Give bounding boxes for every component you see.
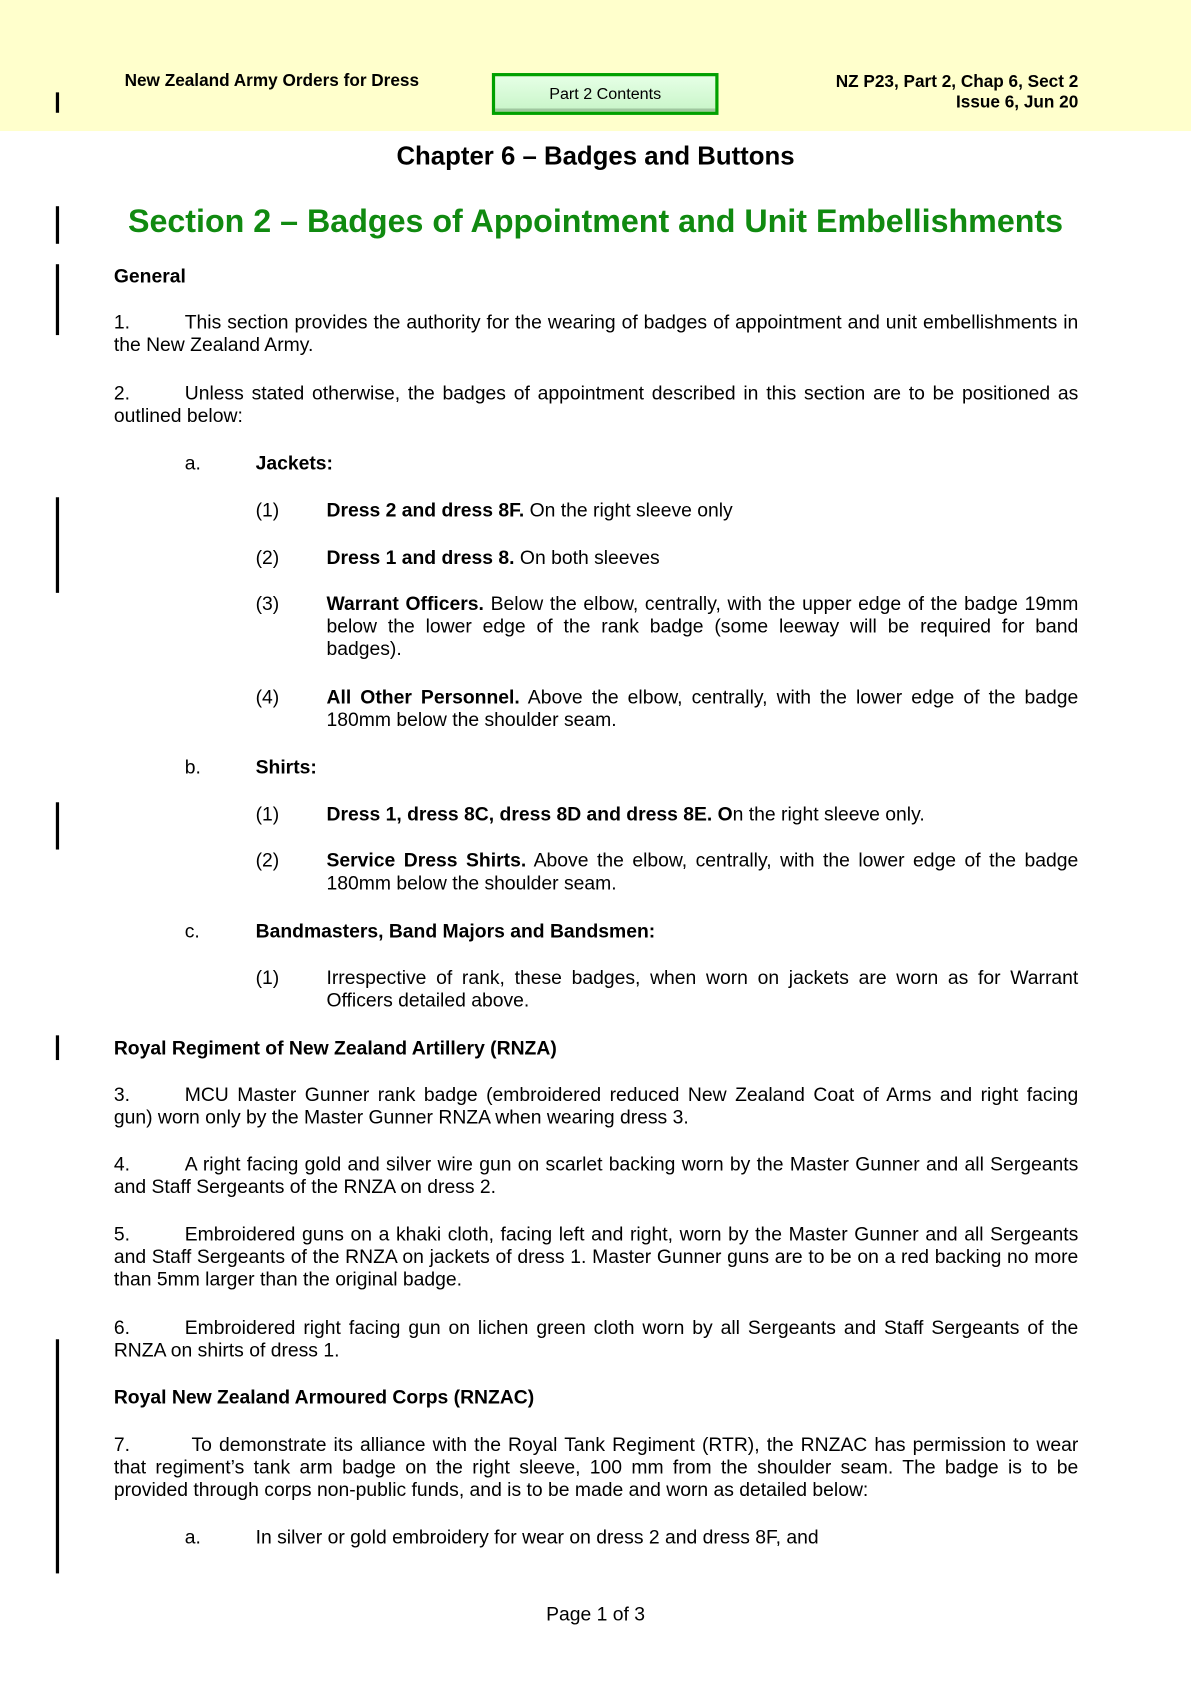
para-text: This section provides the authority for the wearing of badges of appointment and unit embellishments in the New Zealand Army. [113, 311, 1079, 356]
item-lead: Dress 1 and dress 8. [326, 546, 515, 569]
list-item [326, 803, 1078, 826]
paragraph-3 [114, 1084, 1078, 1129]
list-item: Irrespective of rank, these badges, when worn on jackets are worn as for Warrant Officers detailed above. [326, 966, 1079, 1011]
item-number: (1) [255, 499, 280, 521]
para-number: 5. [113, 1223, 130, 1245]
paragraph-4 [114, 1153, 1078, 1198]
item-text: n the right sleeve only. [732, 803, 925, 825]
section-title: Section 2 – Badges of Appointment and Unit Embellishments [127, 204, 1064, 240]
change-bar [56, 1339, 59, 1573]
para-text: A right facing gold and silver wire gun on scarlet backing worn by the Master Gunner and all Sergeants and Staff Sergeants of the RNZA on dress 2. [113, 1153, 1079, 1198]
heading-rnzac: Royal New Zealand Armoured Corps (RNZAC) [113, 1386, 535, 1409]
paragraph-6 [114, 1317, 1078, 1362]
change-bar [56, 802, 59, 849]
header-reference [836, 72, 1079, 113]
item-number: (1) [255, 966, 280, 989]
heading-general: General [113, 265, 186, 287]
header-publication-title: New Zealand Army Orders for Dress [124, 71, 420, 91]
subpara-b-heading: Shirts: [255, 756, 317, 778]
item-number: (3) [255, 592, 280, 615]
list-item [326, 499, 1078, 522]
item-lead: Dress 2 and dress 8F. [326, 499, 525, 521]
item-number: (1) [255, 803, 280, 825]
item-lead: Dress 1, dress 8C, dress 8D and dress 8E. O [326, 803, 733, 825]
part-2-contents-button[interactable]: Part 2 Contents [492, 73, 719, 115]
paragraph-2 [114, 382, 1078, 427]
para-text: Embroidered guns on a khaki cloth, facing left and right, worn by the Master Gunner and all Sergeants and Staff Sergeants of the RNZA on jackets of dress 1. Master Gunner guns are to be on a red backing no more than 5mm larger than the original badge. [113, 1223, 1079, 1290]
para-number: 4. [113, 1153, 130, 1175]
item-text: Above the elbow, centrally, with the lower edge of the badge 180mm below the shoulder seam. [326, 849, 1079, 894]
list-item [326, 850, 1078, 895]
item-lead: All Other Personnel. [326, 686, 520, 708]
para-text: To demonstrate its alliance with the Royal Tank Regiment (RTR), the RNZAC has permission to wear that regiment’s tank arm badge on the right sleeve, 100 mm from the shoulder seam. The badge is to be provided through corps non-public funds, and is to be made and worn as detailed below: [113, 1433, 1079, 1501]
subpara-c-label: c. [184, 920, 200, 942]
chapter-title: Chapter 6 – Badges and Buttons [396, 141, 795, 171]
item-text: On both sleeves [514, 546, 660, 569]
change-bar [56, 497, 59, 593]
item-number: (4) [255, 686, 280, 708]
item-text: Below the elbow, centrally, with the upper edge of the badge 19mm below the lower edge of the rank badge (some leeway will be required for band badges). [326, 592, 1079, 660]
item-number: (2) [255, 849, 280, 872]
para-text: Unless stated otherwise, the badges of appointment described in this section are to be positioned as outlined below: [113, 382, 1079, 427]
header-issue: Issue 6, Jun 20 [956, 93, 1079, 112]
change-bar [56, 92, 59, 112]
heading-rnza: Royal Regiment of New Zealand Artillery (RNZA) [113, 1037, 557, 1059]
paragraph-1 [114, 311, 1078, 356]
item-text: On the right sleeve only [524, 499, 733, 521]
item-text: Above the elbow, centrally, with the lower edge of the badge 180mm below the shoulder seam. [326, 686, 1079, 731]
subpara-label: a. [184, 1526, 201, 1548]
subpara-b-label: b. [184, 756, 201, 778]
item-lead: Service Dress Shirts. [326, 849, 527, 872]
paragraph-5 [114, 1223, 1078, 1291]
para-text: Embroidered right facing gun on lichen green cloth worn by all Sergeants and Staff Sergeants of the RNZA on shirts of dress 1. [113, 1316, 1079, 1361]
page-number: Page 1 of 3 [546, 1603, 645, 1625]
subpara-c-heading: Bandmasters, Band Majors and Bandsmen: [255, 920, 656, 942]
para-number: 1. [113, 311, 130, 333]
subpara-text: In silver or gold embroidery for wear on dress 2 and dress 8F, and [255, 1526, 819, 1548]
item-number: (2) [255, 546, 280, 569]
para-number: 3. [113, 1083, 130, 1106]
paragraph-7 [114, 1434, 1078, 1502]
list-item [326, 547, 1078, 570]
para-number: 2. [113, 382, 130, 404]
list-item [326, 593, 1078, 661]
item-lead: Warrant Officers. [326, 592, 484, 615]
change-bar [56, 264, 59, 335]
subpara-a-heading: Jackets: [255, 452, 334, 474]
list-item [326, 686, 1078, 731]
para-number: 6. [113, 1316, 130, 1339]
para-text: MCU Master Gunner rank badge (embroidered reduced New Zealand Coat of Arms and right facing gun) worn only by the Master Gunner RNZA when wearing dress 3. [113, 1083, 1079, 1128]
change-bar [56, 1035, 59, 1060]
para-number: 7. [113, 1433, 130, 1456]
subpara-a-label: a. [184, 452, 201, 474]
header-ref: NZ P23, Part 2, Chap 6, Sect 2 [835, 73, 1079, 92]
